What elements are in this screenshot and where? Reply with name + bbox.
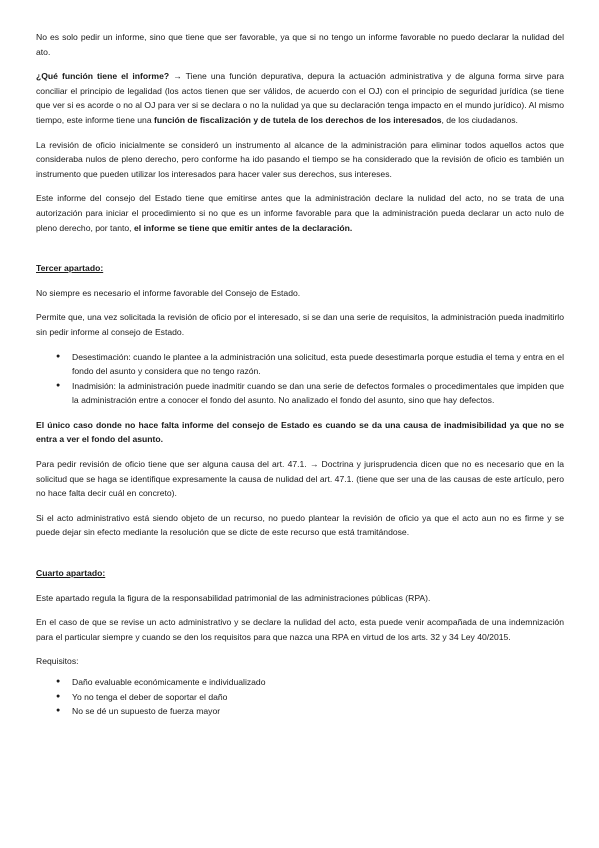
list-item: ● No se dé un supuesto de fuerza mayor bbox=[72, 704, 564, 719]
list-item: ● Desestimación: cuando le plantee a la administración una solicitud, esta puede desestimarla porque estudia el tema y entra en el fondo del asunto y considera que no tengo razón. bbox=[56, 351, 564, 377]
paragraph-consejo-estado: Este informe del consejo del Estado tiene que emitirse antes que la administración declare la nulidad del acto, no se trata de una autorización para iniciar el procedimiento si no que es un informe favorable para que la administración pueda declarar un acto nulo de pleno derecho, por tanto, el informe se tiene que emitir antes de la declaración. bbox=[36, 193, 564, 233]
heading-cuarto-apartado: Cuarto apartado: bbox=[36, 568, 106, 579]
document-page bbox=[36, 30, 564, 729]
list-requisitos bbox=[36, 675, 564, 719]
question-funcion-informe: ¿Qué función tiene el informe? bbox=[36, 71, 170, 82]
paragraph-rpa: Este apartado regula la figura de la responsabilidad patrimonial de las administraciones públicas (RPA). bbox=[36, 592, 431, 603]
heading-tercer-apartado: Tercer apartado: bbox=[36, 263, 104, 274]
paragraph-permite: Permite que, una vez solicitada la revisión de oficio por el interesado, si se dan una serie de requisitos, la administración pueda inadmitirlo sin pedir informe al consejo de Estado. bbox=[36, 312, 564, 337]
bullet-icon: ● bbox=[56, 678, 61, 685]
paragraph-indemnizacion: En el caso de que se revise un acto administrativo y se declare la nulidad del acto, esta puede venir acompañada de una indemnización para el particular siempre y cuando se den los requisitos para que nazca una RPA en virtud de los arts. 32 y 34 Ley 40/2015. bbox=[36, 617, 564, 642]
list-item: ● Daño evaluable económicamente e individualizado bbox=[72, 675, 564, 690]
paragraph-recurso: Si el acto administrativo está siendo objeto de un recurso, no puedo plantear la revisión de oficio ya que el acto aun no es firme y se puede dejar sin efecto mediante la resolución que se dicte de este recurso que está tramitándose. bbox=[36, 512, 564, 538]
arrow-glyph: → bbox=[169, 71, 186, 82]
list-item: ● Yo no tenga el deber de soportar el daño bbox=[72, 690, 564, 705]
bullet-icon: ● bbox=[56, 381, 61, 389]
paragraph-revision-oficio: La revisión de oficio inicialmente se consideró un instrumento al alcance de la administración para eliminar todos aquellos actos que consideraba nulos de pleno derecho, pero conforme ha ido pasando el tiempo se ha considerado que la revisión de oficio es también un instrumento que pueden utilizar los interesados para hacer valer sus derechos, sus intereses. bbox=[36, 139, 564, 179]
bullet-icon: ● bbox=[56, 692, 61, 700]
list-desestimacion-inadmision bbox=[36, 350, 564, 408]
bold-fiscalizacion: función de fiscalización y de tutela de los derechos de los interesados bbox=[154, 114, 442, 125]
paragraph-unico-caso: El único caso donde no hace falta informe del consejo de Estado es cuando se da una causa de inadmisibilidad ya que no se entra a ver el fondo del asunto. bbox=[36, 419, 564, 445]
paragraph-no-siempre: No siempre es necesario el informe favorable del Consejo de Estado. bbox=[36, 287, 301, 298]
bullet-icon: ● bbox=[56, 707, 61, 715]
paragraph-art-47: Para pedir revisión de oficio tiene que ser alguna causa del art. 47.1. → Doctrina y jurisprudencia dicen que no es necesario que en la solicitud que se haga se identifique expresamente la causa de nulidad del art. 47.1. (tiene que ser una de las causas de este artículo, pero no hace falta decir cuál en concreto). bbox=[36, 459, 564, 499]
bullet-icon: ● bbox=[56, 352, 61, 360]
paragraph-funcion-informe: ¿Qué función tiene el informe? → Tiene una función depurativa, depura la actuación administrativa y de alguna forma sirve para conciliar el principio de legalidad (los actos tienen que ser válidos, de acuerdo con el OJ) con el principio de seguridad jurídica (se tiene que ver si es acorde o no al OJ para ver si se declara o no la nulidad ya que su declaración tenga impacto en el mundo jurídico). Al mismo tiempo, este informe tiene una función de fiscalización y de tutela de los derechos de los interesados, de los ciudadanos. bbox=[36, 71, 565, 125]
paragraph-informe-favorable: No es solo pedir un informe, sino que tiene que ser favorable, ya que si no tengo un informe favorable no puedo declarar la nulidad del ato. bbox=[36, 32, 564, 57]
bold-antes-declaracion: el informe se tiene que emitir antes de la declaración. bbox=[133, 222, 353, 233]
paragraph-requisitos: Requisitos: bbox=[36, 656, 79, 667]
list-item: ● Inadmisión: la administración puede inadmitir cuando se dan una serie de defectos formales o procedimentales que impiden que la administración entre a conocer el fondo del asunto. No analizado el fondo del asunto, sino que hay defectos. bbox=[56, 380, 564, 406]
